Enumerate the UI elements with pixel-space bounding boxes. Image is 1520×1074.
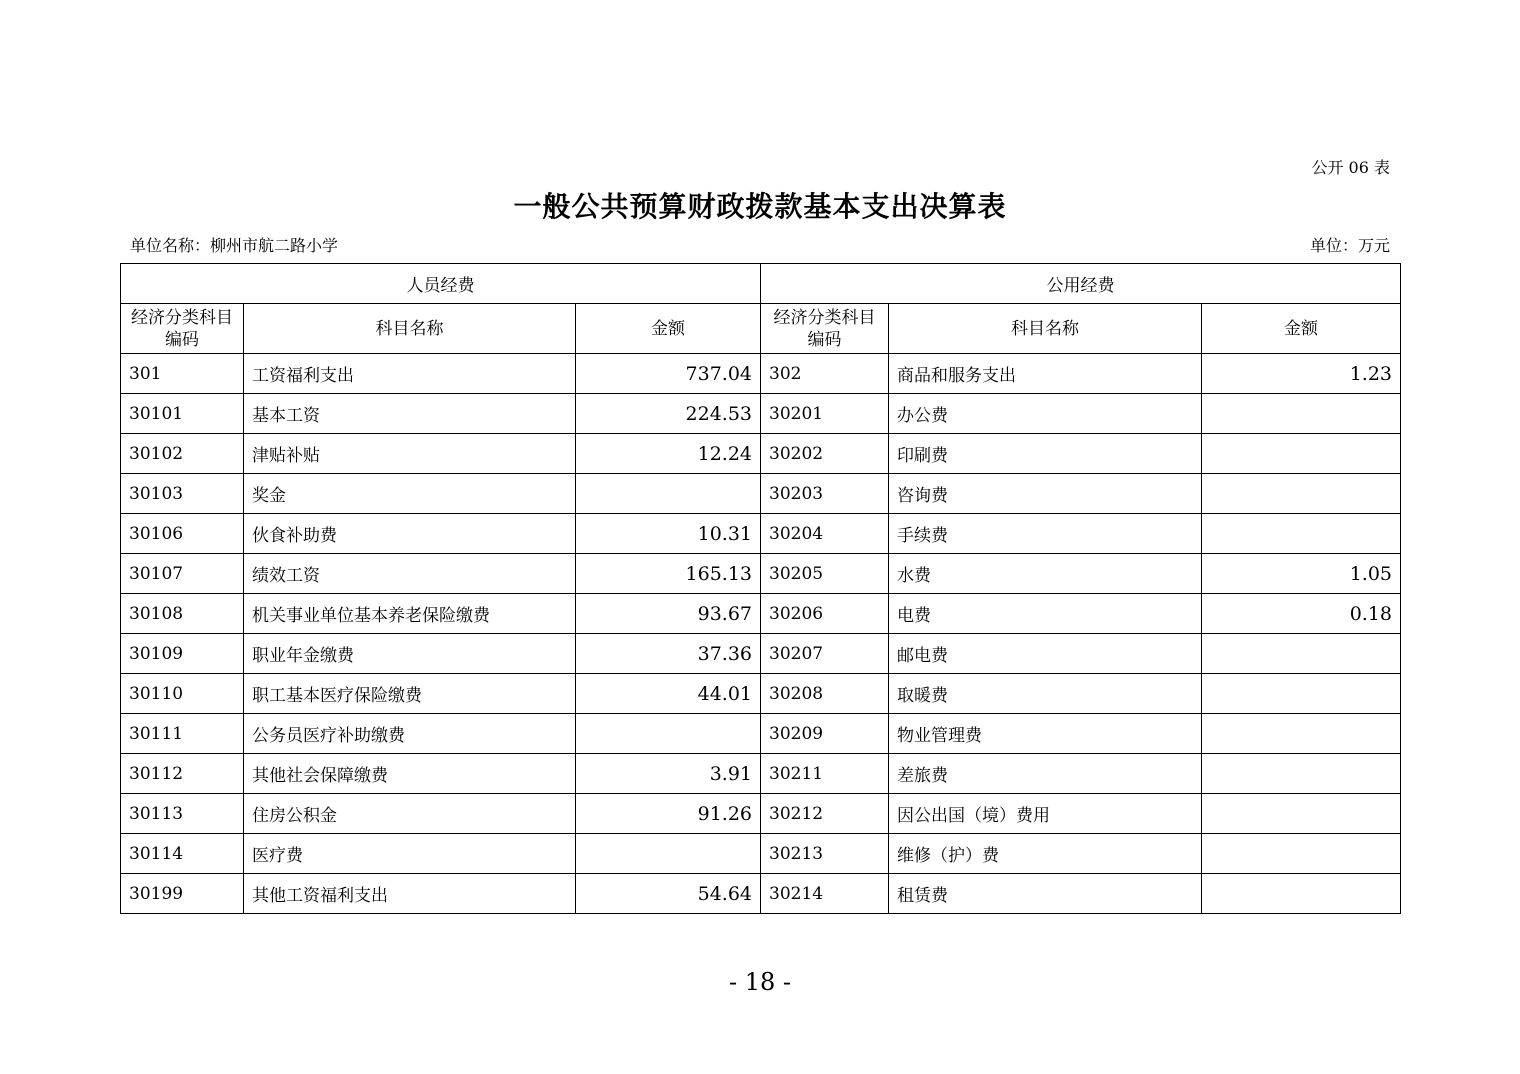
public-code-cell: 30201 — [761, 394, 889, 434]
personnel-amount-cell: 54.64 — [576, 874, 761, 914]
table-row — [121, 834, 1401, 874]
public-name-cell: 水费 — [889, 554, 1202, 594]
personnel-name-cell: 基本工资 — [244, 394, 576, 434]
personnel-name-cell: 绩效工资 — [244, 554, 576, 594]
budget-table — [120, 263, 1401, 914]
public-code-cell: 30209 — [761, 714, 889, 754]
personnel-name-cell: 住房公积金 — [244, 794, 576, 834]
form-code: 公开 06 表 — [1311, 158, 1390, 177]
personnel-amount-cell: 737.04 — [576, 354, 761, 394]
page-title: 一般公共预算财政拨款基本支出决算表 — [513, 190, 1007, 223]
public-name-cell: 物业管理费 — [889, 714, 1202, 754]
public-code-cell: 30205 — [761, 554, 889, 594]
table-row — [121, 474, 1401, 514]
personnel-code-cell: 30114 — [121, 834, 244, 874]
public-code-cell: 30211 — [761, 754, 889, 794]
table-row — [121, 354, 1401, 394]
personnel-code-cell: 30107 — [121, 554, 244, 594]
table-row — [121, 674, 1401, 714]
public-amount-cell: 1.23 — [1202, 354, 1401, 394]
public-amount-cell — [1202, 634, 1401, 674]
public-code-cell: 30214 — [761, 874, 889, 914]
group-header-row — [121, 264, 1401, 304]
personnel-amount-cell: 12.24 — [576, 434, 761, 474]
public-amount-cell — [1202, 714, 1401, 754]
table-row — [121, 794, 1401, 834]
public-name-cell: 商品和服务支出 — [889, 354, 1202, 394]
personnel-name-cell: 津贴补贴 — [244, 434, 576, 474]
personnel-name-cell: 奖金 — [244, 474, 576, 514]
personnel-code-cell: 30103 — [121, 474, 244, 514]
personnel-amount-cell: 93.67 — [576, 594, 761, 634]
public-code-cell: 30206 — [761, 594, 889, 634]
personnel-name-cell: 其他工资福利支出 — [244, 874, 576, 914]
public-code-cell: 30204 — [761, 514, 889, 554]
public-name-cell: 租赁费 — [889, 874, 1202, 914]
public-amount-cell — [1202, 394, 1401, 434]
personnel-amount-cell: 37.36 — [576, 634, 761, 674]
public-name-header: 科目名称 — [889, 304, 1202, 354]
public-amount-cell — [1202, 474, 1401, 514]
personnel-amount-header: 金额 — [576, 304, 761, 354]
public-amount-cell — [1202, 794, 1401, 834]
public-code-header: 经济分类科目编码 — [761, 304, 889, 354]
personnel-code-cell: 30108 — [121, 594, 244, 634]
personnel-amount-cell: 10.31 — [576, 514, 761, 554]
personnel-code-cell: 30199 — [121, 874, 244, 914]
table-row — [121, 434, 1401, 474]
table-row — [121, 394, 1401, 434]
personnel-code-cell: 30109 — [121, 634, 244, 674]
public-name-cell: 印刷费 — [889, 434, 1202, 474]
public-name-cell: 取暖费 — [889, 674, 1202, 714]
personnel-code-header: 经济分类科目编码 — [121, 304, 244, 354]
public-code-cell: 30202 — [761, 434, 889, 474]
public-amount-cell — [1202, 874, 1401, 914]
personnel-amount-cell: 224.53 — [576, 394, 761, 434]
public-amount-cell — [1202, 674, 1401, 714]
public-name-cell: 因公出国（境）费用 — [889, 794, 1202, 834]
public-code-cell: 30203 — [761, 474, 889, 514]
personnel-name-cell: 机关事业单位基本养老保险缴费 — [244, 594, 576, 634]
table-row — [121, 514, 1401, 554]
personnel-name-cell: 医疗费 — [244, 834, 576, 874]
personnel-name-cell: 职业年金缴费 — [244, 634, 576, 674]
public-code-cell: 30213 — [761, 834, 889, 874]
public-name-cell: 办公费 — [889, 394, 1202, 434]
personnel-code-cell: 30106 — [121, 514, 244, 554]
public-amount-cell — [1202, 834, 1401, 874]
personnel-code-cell: 30111 — [121, 714, 244, 754]
currency-unit: 单位：万元 — [1309, 236, 1390, 255]
public-name-cell: 邮电费 — [889, 634, 1202, 674]
personnel-name-cell: 其他社会保障缴费 — [244, 754, 576, 794]
personnel-name-cell: 伙食补助费 — [244, 514, 576, 554]
public-expense-header: 公用经费 — [761, 264, 1401, 304]
personnel-amount-cell — [576, 474, 761, 514]
public-amount-cell — [1202, 754, 1401, 794]
personnel-name-cell: 公务员医疗补助缴费 — [244, 714, 576, 754]
public-name-cell: 差旅费 — [889, 754, 1202, 794]
column-header-row — [121, 304, 1401, 354]
personnel-name-cell: 职工基本医疗保险缴费 — [244, 674, 576, 714]
personnel-amount-cell: 91.26 — [576, 794, 761, 834]
public-name-cell: 电费 — [889, 594, 1202, 634]
public-amount-cell — [1202, 514, 1401, 554]
public-code-cell: 30207 — [761, 634, 889, 674]
personnel-code-cell: 30112 — [121, 754, 244, 794]
page-number: - 18 - — [728, 968, 791, 996]
personnel-amount-cell — [576, 834, 761, 874]
personnel-code-cell: 301 — [121, 354, 244, 394]
public-code-cell: 30208 — [761, 674, 889, 714]
public-amount-cell: 1.05 — [1202, 554, 1401, 594]
table-row — [121, 754, 1401, 794]
personnel-name-cell: 工资福利支出 — [244, 354, 576, 394]
personnel-amount-cell: 3.91 — [576, 754, 761, 794]
personnel-expense-header: 人员经费 — [121, 264, 761, 304]
personnel-code-cell: 30101 — [121, 394, 244, 434]
table-row — [121, 634, 1401, 674]
table-row — [121, 714, 1401, 754]
personnel-amount-cell — [576, 714, 761, 754]
public-name-cell: 维修（护）费 — [889, 834, 1202, 874]
public-amount-cell: 0.18 — [1202, 594, 1401, 634]
personnel-code-cell: 30110 — [121, 674, 244, 714]
personnel-code-cell: 30113 — [121, 794, 244, 834]
table-row — [121, 554, 1401, 594]
table-row — [121, 874, 1401, 914]
unit-name: 单位名称：柳州市航二路小学 — [130, 236, 339, 255]
public-amount-cell — [1202, 434, 1401, 474]
table-row — [121, 594, 1401, 634]
public-code-cell: 30212 — [761, 794, 889, 834]
public-amount-header: 金额 — [1202, 304, 1401, 354]
public-name-cell: 手续费 — [889, 514, 1202, 554]
personnel-amount-cell: 44.01 — [576, 674, 761, 714]
personnel-code-cell: 30102 — [121, 434, 244, 474]
personnel-amount-cell: 165.13 — [576, 554, 761, 594]
public-name-cell: 咨询费 — [889, 474, 1202, 514]
personnel-name-header: 科目名称 — [244, 304, 576, 354]
public-code-cell: 302 — [761, 354, 889, 394]
